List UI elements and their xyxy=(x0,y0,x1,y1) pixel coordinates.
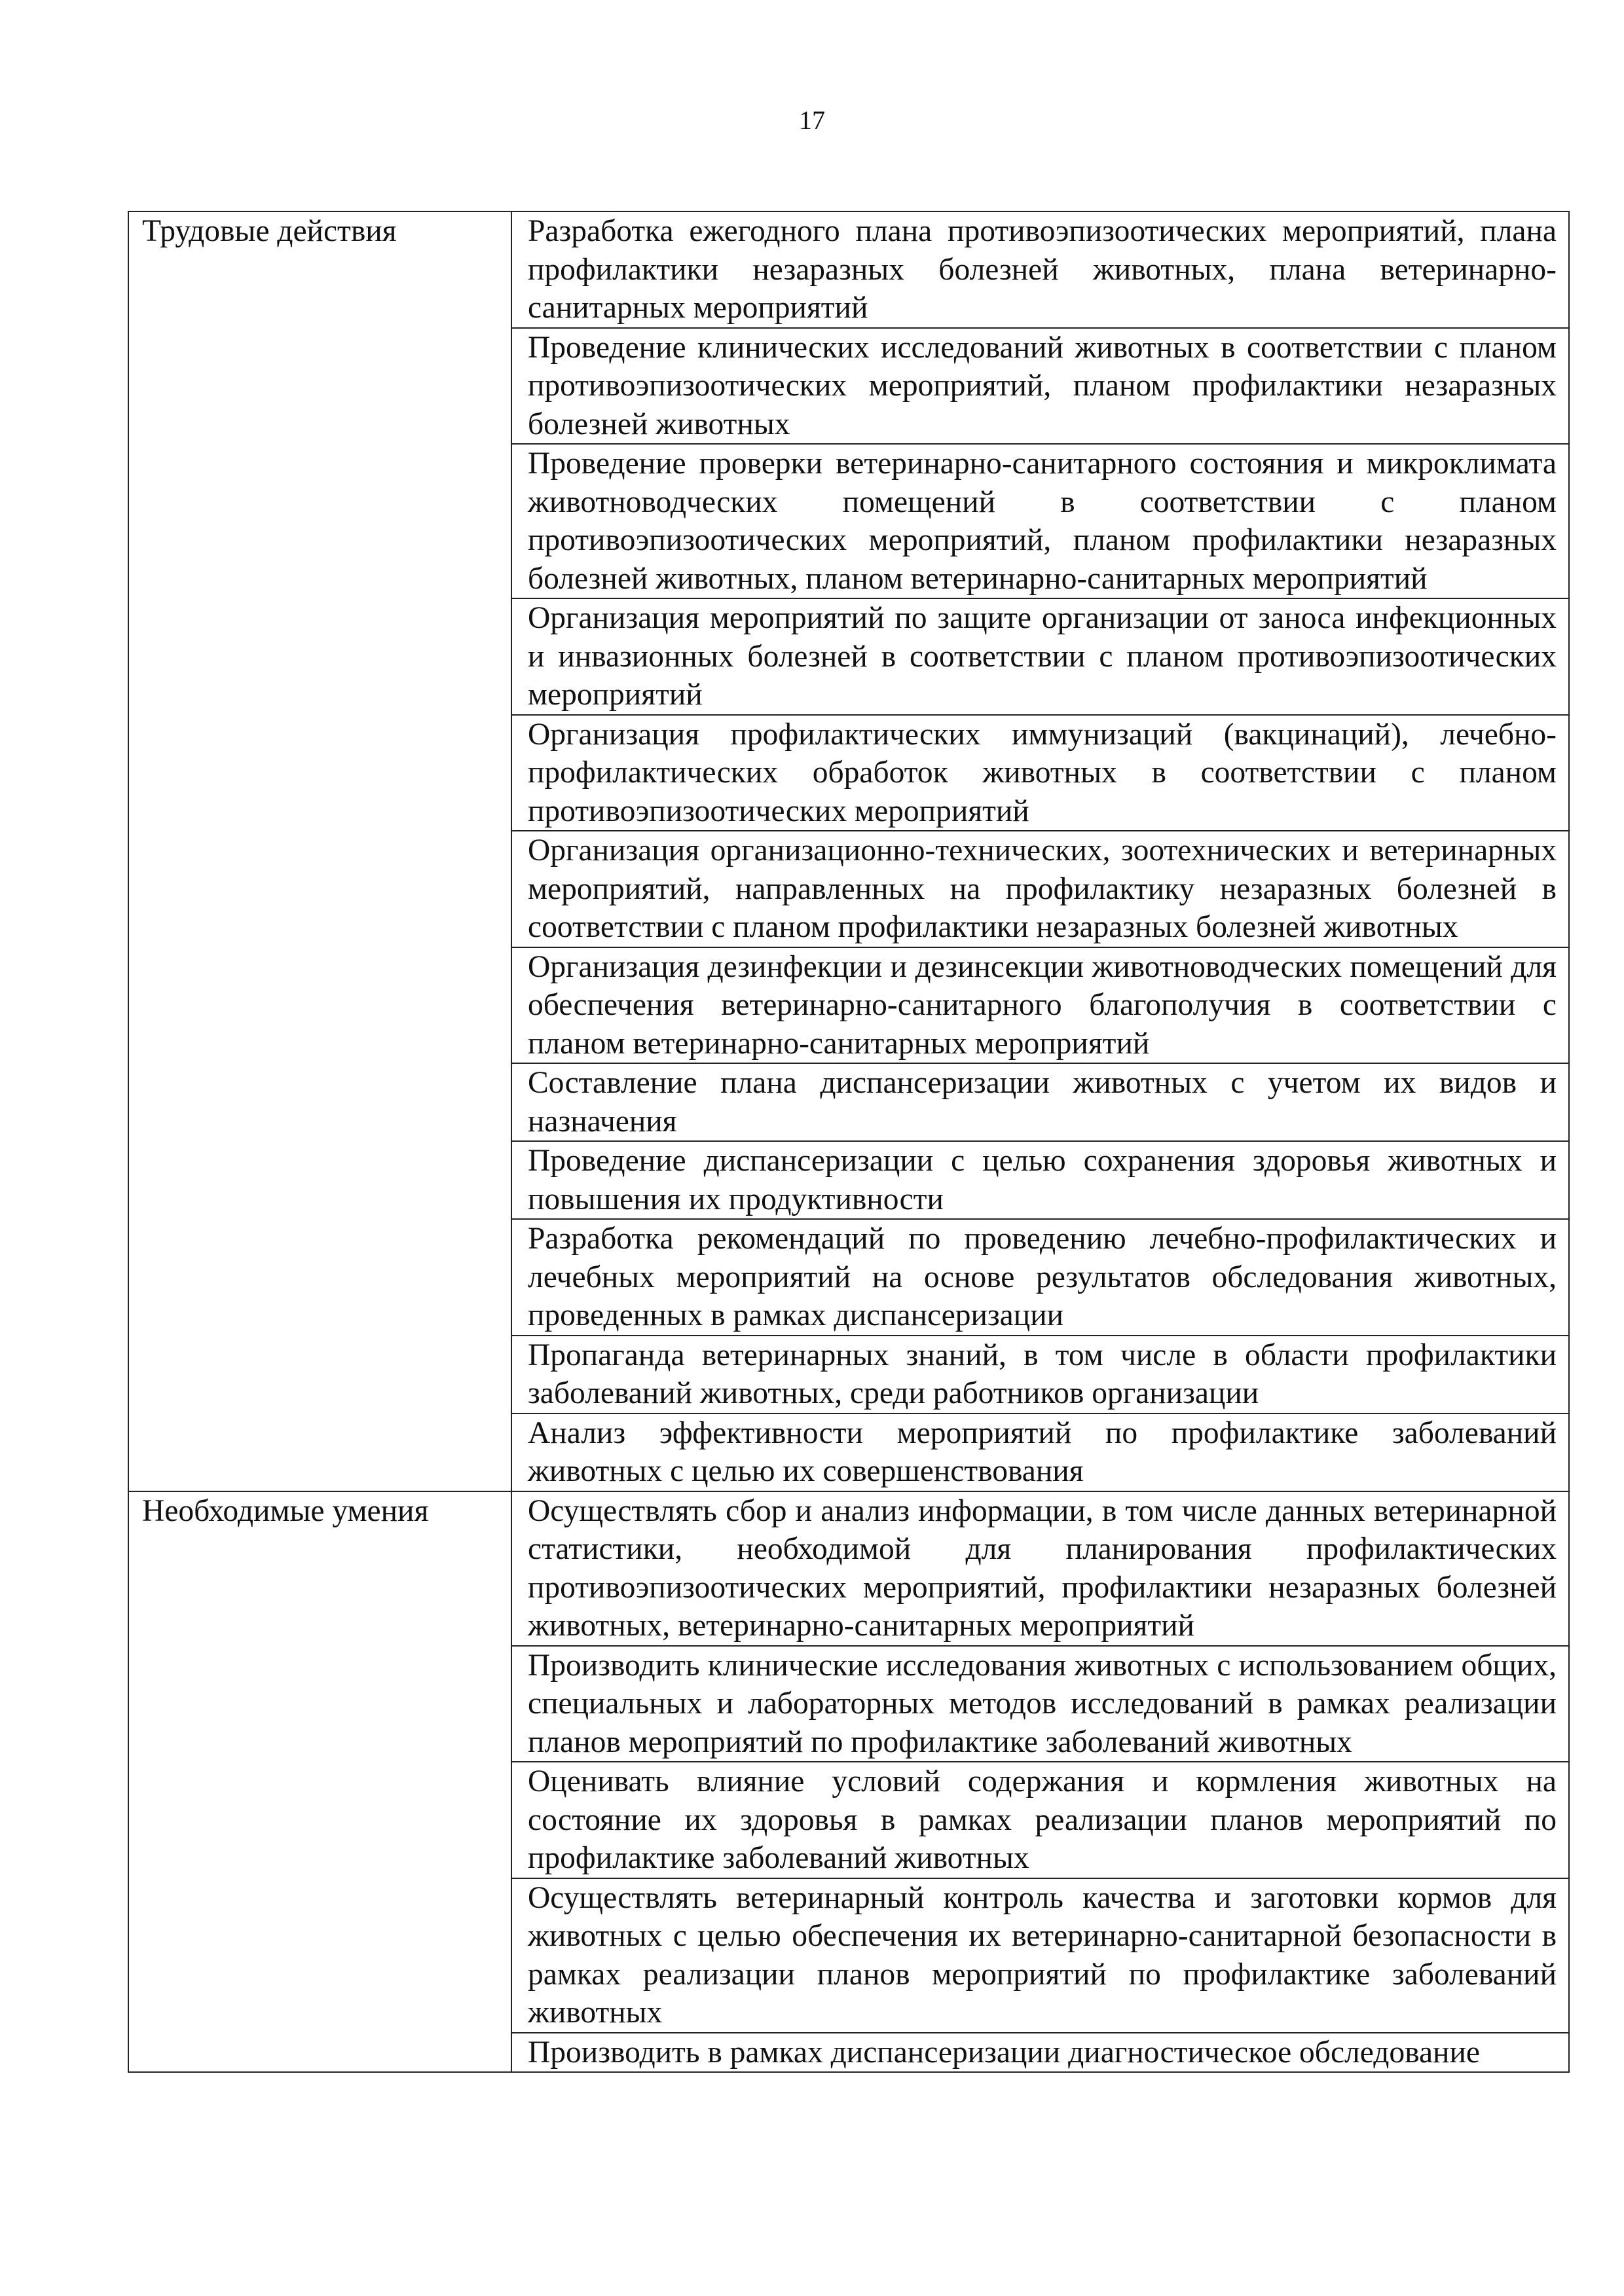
required-skill-item: Осуществлять ветеринарный контроль качества и заготовки кормов для животных с целью обеспечения их ветеринарно-санитарной безопасности в рамках реализации планов мероприятий по профилактике заболеваний животных xyxy=(511,1878,1569,2033)
labor-action-item: Разработка ежегодного плана противоэпизоотических мероприятий, плана профилактики незаразных болезней животных, плана ветеринарно-санитарных мероприятий xyxy=(511,211,1569,328)
labor-action-item: Анализ эффективности мероприятий по профилактике заболеваний животных с целью их совершенствования xyxy=(511,1413,1569,1491)
labor-action-item: Организация дезинфекции и дезинсекции животноводческих помещений для обеспечения ветеринарно-санитарного благополучия в соответствии с планом ветеринарно-санитарных мероприятий xyxy=(511,947,1569,1064)
table-row xyxy=(128,1491,1569,1646)
competency-table xyxy=(128,211,1570,2073)
labor-action-item: Пропаганда ветеринарных знаний, в том числе в области профилактики заболеваний животных, среди работников организации xyxy=(511,1336,1569,1413)
table-row xyxy=(128,211,1569,328)
labor-action-item: Составление плана диспансеризации животных с учетом их видов и назначения xyxy=(511,1063,1569,1141)
labor-action-item: Разработка рекомендаций по проведению лечебно-профилактических и лечебных мероприятий на основе результатов обследования животных, проведенных в рамках диспансеризации xyxy=(511,1219,1569,1336)
required-skill-item: Производить клинические исследования животных с использованием общих, специальных и лабораторных методов исследований в рамках реализации планов мероприятий по профилактике заболеваний животных xyxy=(511,1646,1569,1762)
labor-action-item: Организация мероприятий по защите организации от заноса инфекционных и инвазионных болезней в соответствии с планом противоэпизоотических мероприятий xyxy=(511,598,1569,715)
labor-action-item: Организация профилактических иммунизаций (вакцинаций), лечебно-профилактических обработок животных в соответствии с планом противоэпизоотических мероприятий xyxy=(511,715,1569,831)
labor-action-item: Проведение диспансеризации с целью сохранения здоровья животных и повышения их продуктивности xyxy=(511,1141,1569,1219)
labor-action-item: Проведение проверки ветеринарно-санитарного состояния и микроклимата животноводческих помещений в соответствии с планом противоэпизоотических мероприятий, планом профилактики незаразных болезней животных, планом ветеринарно-санитарных мероприятий xyxy=(511,444,1569,598)
required-skill-item: Производить в рамках диспансеризации диагностическое обследование xyxy=(511,2033,1569,2073)
labor-action-item: Организация организационно-технических, зоотехнических и ветеринарных мероприятий, направленных на профилактику незаразных болезней в соответствии с планом профилактики незаразных болезней животных xyxy=(511,831,1569,947)
required-skill-item: Осуществлять сбор и анализ информации, в том числе данных ветеринарной статистики, необходимой для планирования профилактических противоэпизоотических мероприятий, профилактики незаразных болезней животных, ветеринарно-санитарных мероприятий xyxy=(511,1491,1569,1646)
section-label-required-skills: Необходимые умения xyxy=(128,1491,511,2073)
section-label-labor-actions: Трудовые действия xyxy=(128,211,511,1491)
required-skill-item: Оценивать влияние условий содержания и кормления животных на состояние их здоровья в рамках реализации планов мероприятий по профилактике заболеваний животных xyxy=(511,1762,1569,1878)
labor-action-item: Проведение клинических исследований животных в соответствии с планом противоэпизоотических мероприятий, планом профилактики незаразных болезней животных xyxy=(511,328,1569,445)
page-number: 17 xyxy=(799,105,825,135)
